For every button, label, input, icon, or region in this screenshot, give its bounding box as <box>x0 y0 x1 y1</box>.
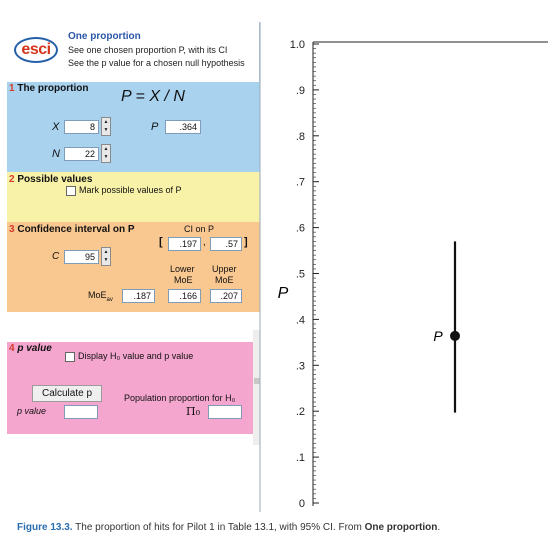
upper-moe-label-2: MoE <box>215 275 234 285</box>
ci-on-p-label: CI on P <box>184 224 215 234</box>
ci-lower-output: .197 <box>168 237 201 251</box>
n-input[interactable]: 22 <box>64 147 99 161</box>
section-4-title: p value <box>17 343 52 354</box>
y-axis-label: P <box>277 285 289 302</box>
section-3-title: Confidence interval on P <box>17 224 135 235</box>
point-label: P <box>433 327 443 344</box>
spin-down-icon[interactable]: ▼ <box>103 154 109 161</box>
section-3-number: 3 <box>9 224 15 235</box>
p-output: .364 <box>165 120 201 134</box>
caption-end: . <box>437 522 441 533</box>
section-2-title: Possible values <box>17 174 93 185</box>
y-tick-label: .2 <box>295 406 305 419</box>
population-proportion-label: Population proportion for H₀ <box>124 393 236 403</box>
caption-text: The proportion of hits for Pilot 1 in Table 13.1, with 95% CI. From <box>72 522 365 533</box>
spin-up-icon[interactable]: ▲ <box>103 118 109 125</box>
caption-source: One proportion <box>364 522 438 533</box>
ci-open-bracket: [ <box>159 236 163 248</box>
y-tick-label: .9 <box>295 84 305 97</box>
ci-comma: , <box>203 237 206 248</box>
logo-text: esci <box>21 41 51 58</box>
moe-av-text: MoE <box>88 290 107 300</box>
y-tick-label: 0 <box>298 498 305 510</box>
moe-av-subscript: av <box>106 296 113 303</box>
y-tick-label: .8 <box>295 130 305 143</box>
lower-moe-output: .166 <box>168 289 201 303</box>
y-tick-label: 1.0 <box>289 39 305 51</box>
calculate-p-button[interactable]: Calculate p <box>32 385 102 402</box>
upper-moe-output: .207 <box>210 289 242 303</box>
c-input[interactable]: 95 <box>64 250 99 264</box>
y-tick-label: .3 <box>295 360 305 373</box>
upper-moe-label-1: Upper <box>212 264 237 274</box>
section-1-title: The proportion <box>17 83 89 94</box>
section-4-number: 4 <box>9 343 15 354</box>
y-tick-label: .6 <box>295 222 305 235</box>
p-value-label: p value <box>17 406 47 416</box>
ci-upper-output: .57 <box>210 237 242 251</box>
header-line-2: See the p value for a chosen null hypothesis <box>68 58 245 68</box>
x-label: X <box>52 121 60 133</box>
section-2-number: 2 <box>9 174 15 185</box>
y-tick-label: .4 <box>295 314 305 327</box>
mark-possible-label: Mark possible values of P <box>79 185 182 195</box>
n-label: N <box>52 148 60 160</box>
y-tick-label: .7 <box>295 176 305 189</box>
spin-up-icon[interactable]: ▲ <box>103 248 109 255</box>
section-1-number: 1 <box>9 83 15 94</box>
app-title: One proportion <box>68 31 141 42</box>
spin-down-icon[interactable]: ▼ <box>103 257 109 264</box>
lower-moe-label-2: MoE <box>174 275 193 285</box>
point-estimate <box>450 331 460 341</box>
moe-av-output: .187 <box>122 289 155 303</box>
lower-moe-label-1: Lower <box>170 264 195 274</box>
y-axis-ticks <box>290 39 319 510</box>
ci-close-bracket: ] <box>244 236 248 248</box>
c-label: C <box>52 251 60 262</box>
display-h0-label: Display H₀ value and p value <box>78 351 194 361</box>
y-tick-label: .1 <box>295 452 305 465</box>
caption-fig-number: Figure 13.3. <box>17 522 73 533</box>
figure-caption <box>17 522 440 533</box>
pi-0-label: Π₀ <box>186 405 201 418</box>
spin-down-icon[interactable]: ▼ <box>103 127 109 134</box>
formula: P = X / N <box>121 88 185 105</box>
x-input[interactable]: 8 <box>64 120 99 134</box>
p-label: P <box>151 121 159 133</box>
header-line-1: See one chosen proportion P, with its CI <box>68 45 228 55</box>
y-tick-label: .5 <box>295 268 305 281</box>
spin-up-icon[interactable]: ▲ <box>103 145 109 152</box>
